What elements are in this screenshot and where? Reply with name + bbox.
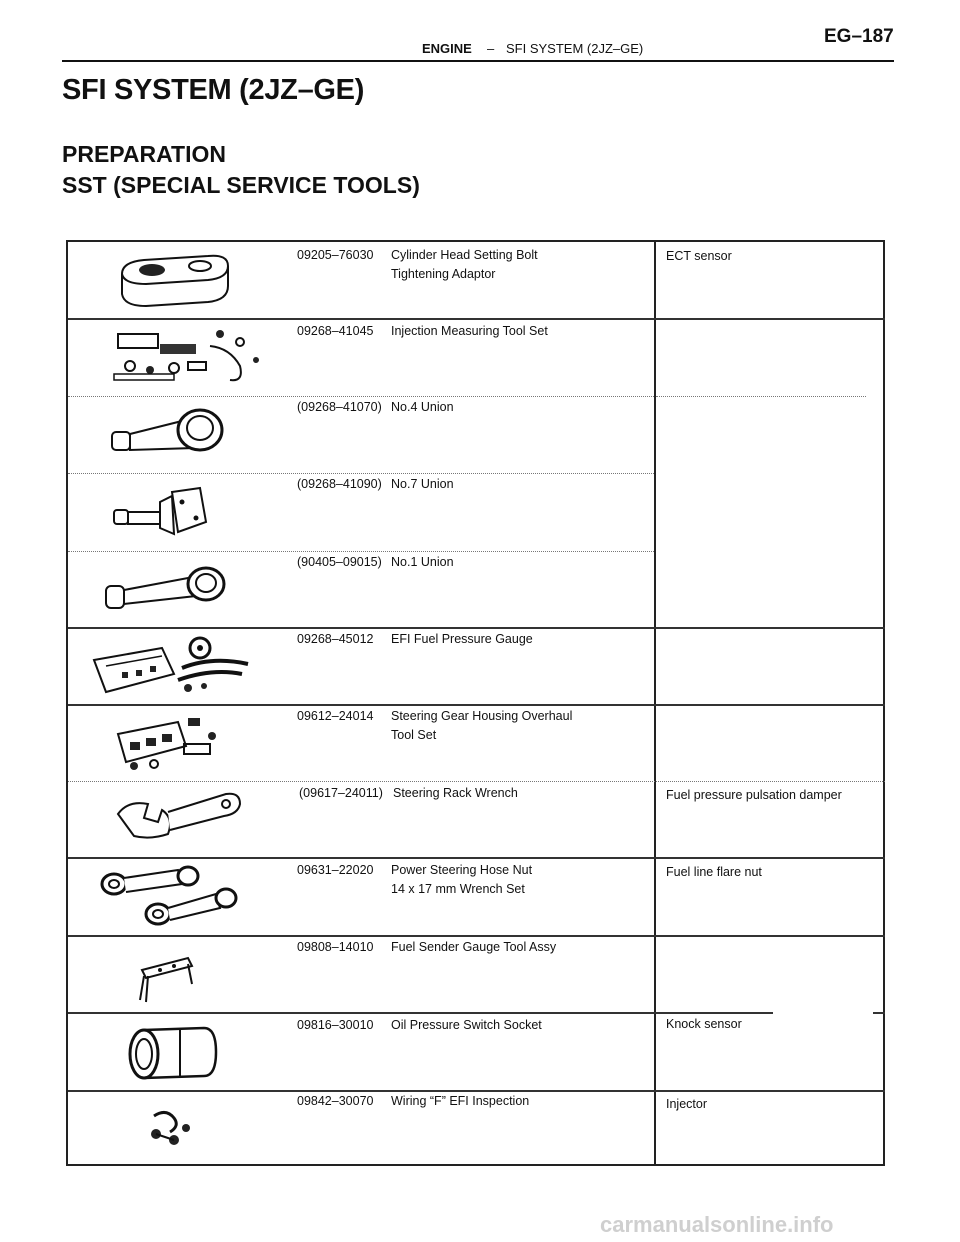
tool-name: Steering Rack Wrench	[393, 786, 518, 800]
wrench-icon	[114, 788, 244, 848]
tool-name: No.1 Union	[391, 555, 454, 569]
tool-entry	[297, 630, 533, 649]
part-number: (09268–41070)	[297, 400, 382, 414]
row-divider	[68, 704, 885, 706]
tool-name: Power Steering Hose Nut	[391, 863, 533, 877]
row-divider-dotted	[68, 781, 885, 782]
tool-name-cont: Tool Set	[391, 728, 437, 742]
subsection-heading: SST (SPECIAL SERVICE TOOLS)	[62, 172, 420, 198]
page-title: SFI SYSTEM (2JZ–GE)	[62, 74, 365, 106]
tool-name: No.7 Union	[391, 477, 454, 491]
tool-entry	[297, 246, 538, 284]
socket-icon	[124, 1024, 224, 1082]
tool-name: Injection Measuring Tool Set	[391, 324, 548, 338]
row-divider-dotted	[68, 396, 654, 397]
tool-entry	[297, 707, 572, 745]
application-note: ECT sensor	[666, 249, 732, 263]
row-divider-dotted	[656, 396, 866, 397]
wiring-icon	[146, 1106, 196, 1150]
tool-entry	[297, 553, 454, 572]
tool-name: No.4 Union	[391, 400, 454, 414]
tool-set-icon	[114, 712, 224, 774]
row-divider	[68, 1012, 885, 1014]
part-number: 09205–76030	[297, 248, 374, 262]
row-divider	[68, 857, 885, 859]
page-header	[0, 0, 960, 62]
watermark: carmanualsonline.info	[600, 1212, 834, 1237]
part-number: 09268–41045	[297, 324, 374, 338]
header-rule	[62, 60, 894, 62]
tool-name-cont: 14 x 17 mm Wrench Set	[391, 882, 525, 896]
tool-name: Fuel Sender Gauge Tool Assy	[391, 940, 557, 954]
tool-name: EFI Fuel Pressure Gauge	[391, 632, 533, 646]
part-number: 09268–45012	[297, 632, 374, 646]
sst-table	[66, 240, 885, 1166]
part-number: 09842–30070	[297, 1094, 374, 1108]
page-number: EG–187	[824, 26, 894, 47]
header-section: ENGINE	[422, 41, 472, 56]
tool-name: Oil Pressure Switch Socket	[391, 1018, 542, 1032]
part-number: (09617–24011)	[299, 786, 383, 800]
part-number: 09631–22020	[297, 863, 374, 877]
row-divider	[68, 935, 885, 937]
part-number: (90405–09015)	[297, 555, 382, 569]
column-divider	[654, 242, 656, 1164]
tool-entry	[297, 938, 556, 957]
part-number: 09808–14010	[297, 940, 374, 954]
header-subsection: SFI SYSTEM (2JZ–GE)	[506, 41, 644, 56]
part-number: (09268–41090)	[297, 477, 382, 491]
gauge-kit-icon	[92, 634, 252, 698]
application-note: Fuel pressure pulsation damper	[666, 788, 842, 802]
application-note: Injector	[666, 1097, 707, 1111]
union-icon	[108, 406, 228, 462]
adaptor-icon	[116, 252, 236, 310]
row-divider-dotted	[68, 551, 654, 552]
part-number: 09816–30010	[297, 1018, 374, 1032]
wrench-set-icon	[98, 864, 248, 932]
header-separator: –	[487, 41, 495, 56]
tool-name: Cylinder Head Setting Bolt	[391, 248, 538, 262]
tool-entry	[297, 861, 532, 899]
tool-entry	[297, 1092, 529, 1111]
tool-entry	[297, 1016, 542, 1035]
application-note: Fuel line flare nut	[666, 865, 762, 879]
tool-set-icon	[110, 326, 260, 388]
row-divider	[68, 318, 885, 320]
application-note: Knock sensor	[666, 1017, 742, 1031]
tool-entry	[297, 398, 454, 417]
tool-name-cont: Tightening Adaptor	[391, 267, 496, 281]
union-flange-icon	[112, 482, 212, 540]
row-divider-dotted	[68, 473, 654, 474]
tool-entry	[299, 784, 518, 803]
section-heading: PREPARATION	[62, 141, 226, 167]
row-divider	[68, 627, 885, 629]
bracket-icon	[134, 944, 204, 1008]
part-number: 09612–24014	[297, 709, 374, 723]
union-icon	[102, 562, 232, 618]
tool-name: Steering Gear Housing Overhaul	[391, 709, 573, 723]
tool-entry	[297, 475, 454, 494]
tool-name: Wiring “F” EFI Inspection	[391, 1094, 530, 1108]
tool-entry	[297, 322, 548, 341]
